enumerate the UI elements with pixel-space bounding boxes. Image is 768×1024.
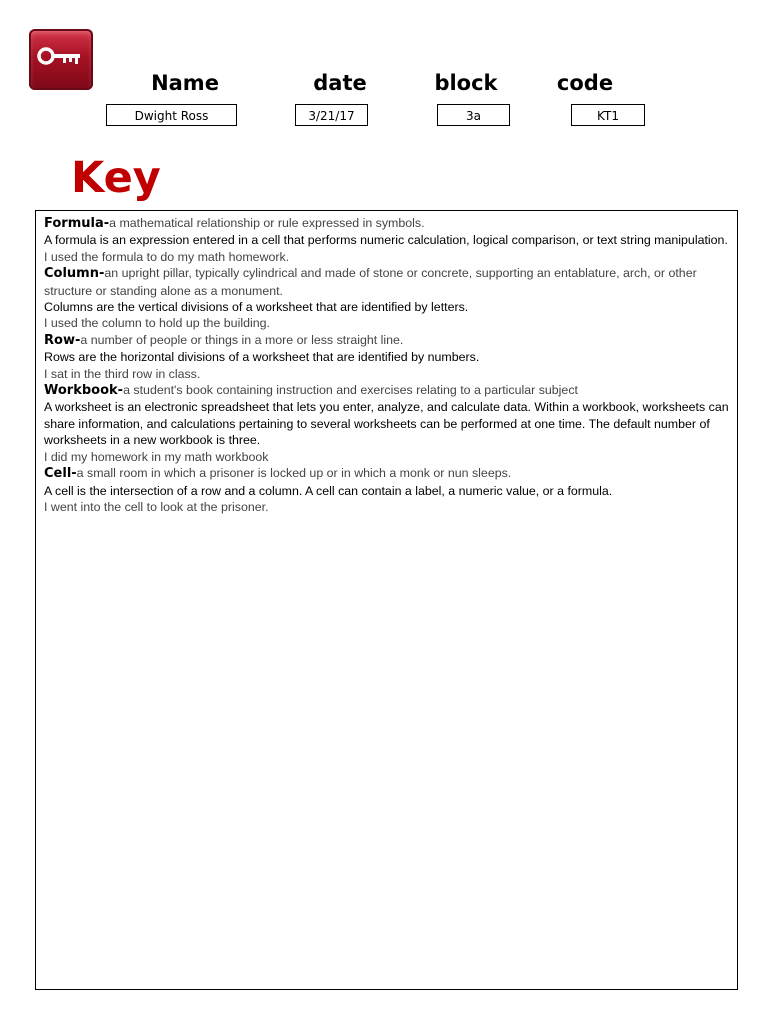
definitions-box [35, 210, 738, 990]
term-label: Cell- [44, 466, 77, 482]
name-header: Name [151, 71, 219, 95]
definition-line [44, 332, 729, 349]
entry-column [44, 265, 729, 332]
date-field: 3/21/17 [295, 104, 368, 126]
excel-meaning: A worksheet is an electronic spreadsheet that lets you enter, analyze, and calculate data. Within a workbook, worksheets can share information, and calculations pertaining to several worksheets can be performed at one time. The default number of worksheets in a new workbook is three. [44, 400, 729, 448]
block-field: 3a [437, 104, 510, 126]
entry-row [44, 332, 729, 382]
term-definition: an upright pillar, typically cylindrical and made of stone or concrete, supporting an entablature, arch, or other structure or standing alone as a monument. [44, 266, 697, 298]
example-sentence: I sat in the third row in class. [44, 366, 201, 381]
excel-meaning: A cell is the intersection of a row and a column. A cell can contain a label, a numeric value, or a formula. [44, 483, 613, 498]
term-definition: a mathematical relationship or rule expressed in symbols. [109, 216, 425, 230]
date-header: date [313, 71, 367, 95]
example-sentence: I used the column to hold up the building. [44, 316, 270, 331]
term-label: Formula- [44, 216, 110, 231]
key-icon [37, 45, 85, 73]
example-sentence: I went into the cell to look at the prisoner. [44, 499, 269, 514]
entry-workbook [44, 382, 729, 465]
excel-meaning: Columns are the vertical divisions of a worksheet that are identified by letters. [44, 300, 469, 315]
term-definition: a small room in which a prisoner is locked up or in which a monk or nun sleeps. [76, 466, 512, 481]
definition-line [44, 465, 729, 482]
definition-line [44, 382, 729, 399]
term-label: Column- [44, 266, 105, 282]
definition-line [44, 215, 729, 232]
entry-cell [44, 465, 729, 515]
block-header: block [434, 71, 498, 95]
entry-formula [44, 215, 729, 265]
code-header: code [556, 71, 614, 95]
example-sentence: I did my homework in my math workbook [44, 449, 269, 464]
term-definition: a student's book containing instruction and exercises relating to a particular subject [123, 383, 578, 398]
code-field: KT1 [571, 104, 645, 126]
term-definition: a number of people or things in a more or less straight line. [80, 332, 404, 347]
name-field: Dwight Ross [106, 104, 237, 126]
logo [29, 29, 93, 90]
example-sentence: I used the formula to do my math homework. [44, 249, 290, 264]
term-label: Workbook- [44, 383, 124, 399]
excel-meaning: Rows are the horizontal divisions of a worksheet that are identified by numbers. [44, 350, 480, 365]
page-title: Key [71, 153, 161, 203]
excel-meaning: A formula is an expression entered in a cell that performs numeric calculation, logical comparison, or text string manipulation. [44, 233, 728, 248]
term-label: Row- [44, 332, 81, 348]
definition-line [44, 265, 729, 299]
